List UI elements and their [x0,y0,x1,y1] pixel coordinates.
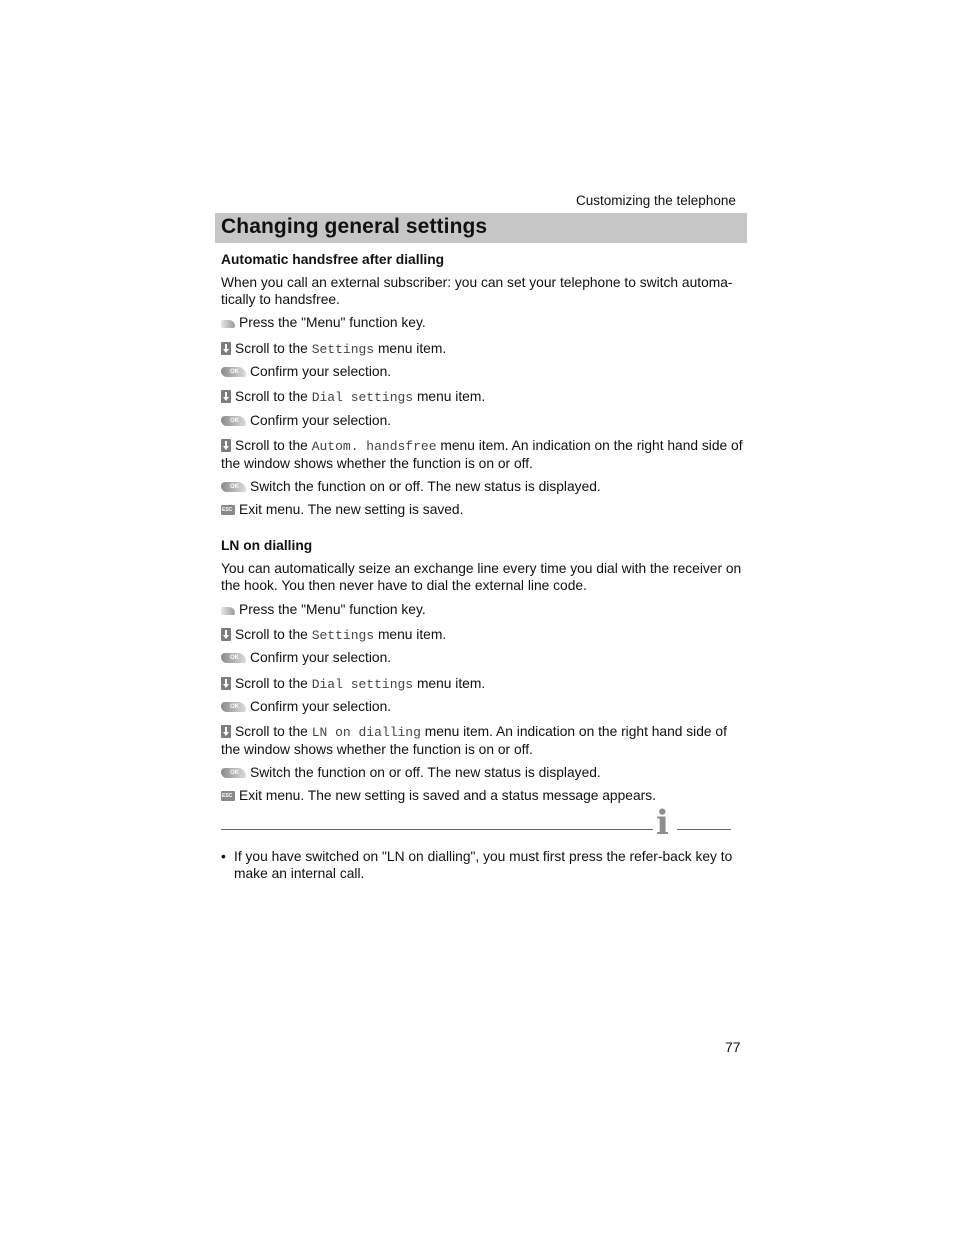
ok-key-icon [221,416,246,426]
step-text-after: menu item. An indication on the right hand side of the window shows whether the function is on or off. [221,724,727,757]
step-text: Scroll to the [235,724,312,739]
scroll-key-icon [221,725,231,738]
step-text: Scroll to the [235,389,312,404]
instruction-step [221,723,743,758]
page-header: Customizing the telephone [576,193,736,208]
section-intro: When you call an external subscriber: you can set your telephone to switch automa-tically to handsfree. [221,275,733,307]
step-text-after: menu item. [374,341,447,356]
menu-key-icon [221,607,235,615]
divider-right [677,829,731,830]
instruction-step [221,698,743,715]
menu-item-name: LN on dialling [311,725,421,740]
step-text: Confirm your selection. [250,699,392,714]
section-heading: Automatic handsfree after dialling [221,252,445,267]
section-intro: You can automatically seize an exchange line every time you dial with the receiver on the hook. You then never have to dial the external line code. [221,561,742,593]
info-notes [221,848,743,882]
step-text-after: menu item. An indication on the right hand side of the window shows whether the function is on or off. [221,438,743,471]
step-text: Scroll to the [235,438,312,453]
step-text: Switch the function on or off. The new status is displayed. [250,479,601,494]
divider-left [221,829,653,830]
esc-key-icon [221,791,235,801]
scroll-key-icon [221,390,231,403]
step-text: Scroll to the [235,627,312,642]
ok-key-icon [221,653,246,663]
instruction-step [221,601,743,618]
page-number: 77 [725,1039,741,1055]
step-text: Exit menu. The new setting is saved. [239,502,464,517]
step-text: Exit menu. The new setting is saved and a status message appears. [239,788,656,803]
step-text: Confirm your selection. [250,650,392,665]
instruction-step [221,412,743,429]
ok-key-icon [221,768,246,778]
step-text: Press the "Menu" function key. [239,315,426,330]
title-bar [215,213,747,243]
ok-key-icon [221,367,246,377]
instruction-step [221,626,743,644]
menu-item-name: Dial settings [311,677,414,692]
instruction-step [221,764,743,781]
menu-key-icon [221,320,235,328]
step-text-after: menu item. [374,627,447,642]
instruction-step [221,363,743,380]
step-text: Confirm your selection. [250,364,392,379]
menu-item-name: Autom. handsfree [311,439,437,454]
instruction-step [221,388,743,406]
menu-item-name: Settings [311,628,375,643]
section-heading: LN on dialling [221,538,313,553]
step-text: Scroll to the [235,341,312,356]
scroll-key-icon [221,677,231,690]
instruction-step [221,478,743,495]
instruction-step [221,501,743,518]
step-text: Press the "Menu" function key. [239,602,426,617]
ok-key-icon [221,702,246,712]
info-icon: i [656,803,669,843]
step-text: Scroll to the [235,676,312,691]
step-text-after: menu item. [413,676,486,691]
instruction-step [221,437,743,472]
menu-item-name: Dial settings [311,390,414,405]
note-item: • If you have switched on "LN on dialling", you must first press the refer-back key to make an internal call. [221,848,743,882]
instruction-step [221,675,743,693]
instruction-step [221,340,743,358]
scroll-key-icon [221,628,231,641]
ok-key-icon [221,482,246,492]
instruction-step [221,649,743,666]
instruction-step [221,787,743,804]
esc-key-icon [221,505,235,515]
scroll-key-icon [221,342,231,355]
page-title: Changing general settings [221,215,488,238]
step-text-after: menu item. [413,389,486,404]
step-text: Confirm your selection. [250,413,392,428]
menu-item-name: Settings [311,342,375,357]
instruction-step [221,314,743,331]
step-text: Switch the function on or off. The new status is displayed. [250,765,601,780]
scroll-key-icon [221,439,231,452]
